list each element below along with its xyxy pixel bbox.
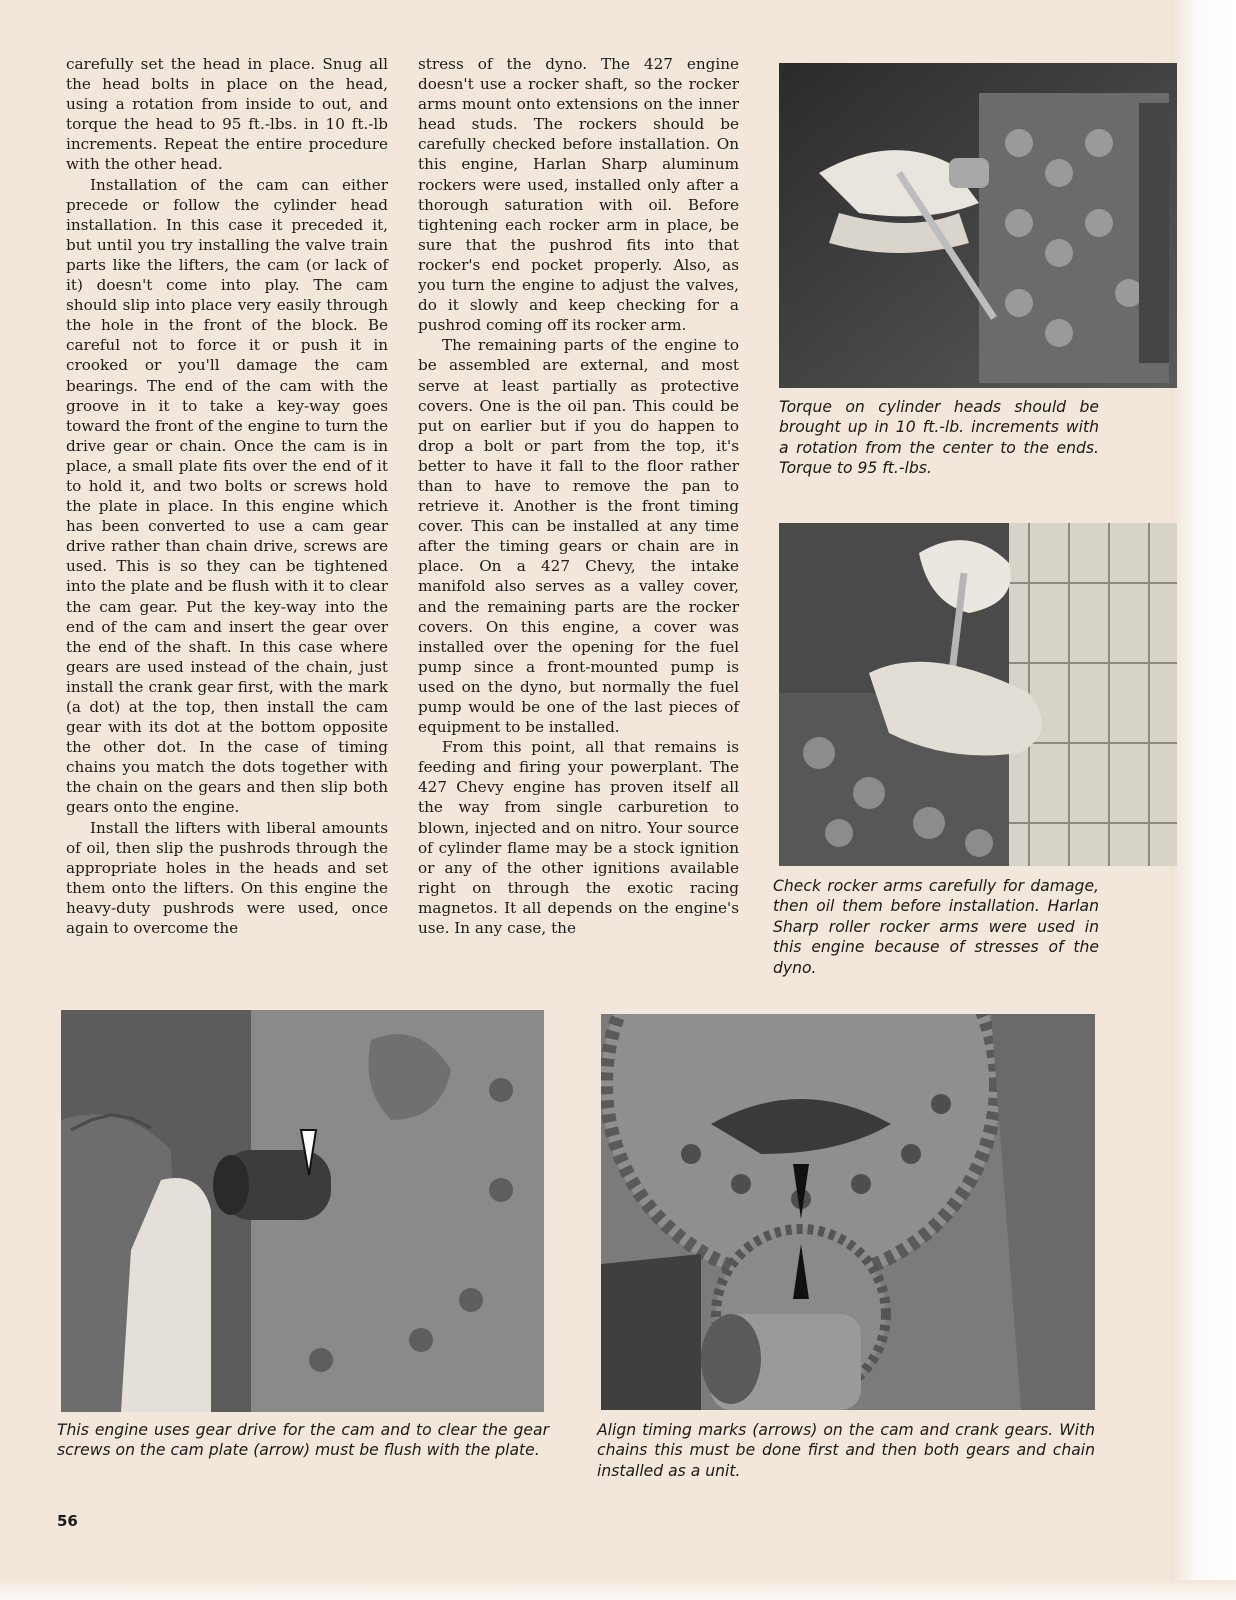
caption-timing-marks: Align timing marks (arrows) on the cam and crank gears. With chains this must be done first and then both gears and chain installed as a unit.	[597, 1421, 1095, 1480]
caption-rocker-arms: Check rocker arms carefully for damage, then oil them before installation. Harlan Sharp roller rocker arms were used in this engine because of stresses of the dyno.	[773, 877, 1099, 977]
page-number: 56	[57, 1512, 78, 1530]
page-bottom-edge	[0, 1580, 1236, 1600]
photo-cam-gear-drive	[61, 1010, 544, 1412]
caption-gear-drive: This engine uses gear drive for the cam and to clear the gear screws on the cam plate (arrow) must be flush with the plate.	[57, 1421, 549, 1460]
paragraph: The remaining parts of the engine to be assembled are external, and most serve at least partially as protective covers. One is the oil pan. This could be put on earlier but if you do happen to drop a bolt or part from the top, it's better to have it fall to the floor rather than to have to remove the pan to retrieve it. Another is the front timing cover. This can be installed at any time after the timing gears or chain are in place. On a 427 Chevy, the intake manifold also serves as a valley cover, and the remaining parts are the rocker covers. On this engine, a cover was installed over the opening for the fuel pump since a front-mounted pump is used on the dyno, but normally the fuel pump would be one of the last pieces of equipment to be installed.	[418, 336, 739, 737]
photo-rocker-arm-check	[779, 523, 1177, 866]
paragraph: From this point, all that remains is feeding and firing your powerplant. The 427 Chevy engine has proven itself all the way from single carburetion to blown, injected and on nitro. Your source of cylinder flame may be a stock ignition or any of the other ignitions available right on through the exotic racing magnetos. It all depends on the engine's use. In any case, the	[418, 738, 739, 938]
page-edge	[1170, 0, 1236, 1600]
photo-timing-marks	[601, 1014, 1095, 1410]
photo-torque-cylinder-head	[779, 63, 1177, 388]
article-column-1	[66, 54, 388, 938]
paragraph: Installation of the cam can either precede or follow the cylinder head installation. In this case it preceded it, but until you try installing the valve train parts like the lifters, the cam (or lack of it) doesn't come into play. The cam should slip into place very easily through the hole in the front of the block. Be careful not to force it or push it in crooked or you'll damage the cam bearings. The end of the cam with the groove in it to take a key-way goes toward the front of the engine to turn the drive gear or chain. Once the cam is in place, a small plate fits over the end of it to hold it, and two bolts or screws hold the plate in place. In this engine which has been converted to use a cam gear drive rather than chain drive, screws are used. This is so they can be tightened into the plate and be flush with it to clear the cam gear. Put the key-way into the end of the cam and insert the gear over the end of the shaft. In this case where gears are used instead of the chain, just install the crank gear first, with the mark (a dot) at the top, then install the cam gear with its dot at the bottom opposite the other dot. In the case of timing chains you match the dots together with the chain on the gears and then slip both gears onto the engine.	[66, 175, 388, 817]
paragraph: stress of the dyno. The 427 engine doesn't use a rocker shaft, so the rocker arms mount onto extensions on the inner head studs. The rockers should be carefully checked before installation. On this engine, Harlan Sharp aluminum rockers were used, installed only after a thorough saturation with oil. Before tightening each rocker arm in place, be sure that the pushrod fits into that rocker's end pocket properly. Also, as you turn the engine to adjust the valves, do it slowly and keep checking for a pushrod coming off its rocker arm.	[418, 55, 739, 335]
article-column-2	[418, 54, 739, 938]
paragraph: carefully set the head in place. Snug all the head bolts in place on the head, using a rotation from inside to out, and torque the head to 95 ft.-lbs. in 10 ft.-lb increments. Repeat the entire procedure with the other head.	[66, 55, 388, 174]
caption-torque: Torque on cylinder heads should be brought up in 10 ft.-lb. increments with a rotation from the center to the ends. Torque to 95 ft.-lbs.	[779, 398, 1099, 478]
paragraph: Install the lifters with liberal amounts of oil, then slip the pushrods through the appropriate holes in the heads and set them onto the lifters. On this engine the heavy-duty pushrods were used, once again to overcome the	[66, 818, 388, 938]
